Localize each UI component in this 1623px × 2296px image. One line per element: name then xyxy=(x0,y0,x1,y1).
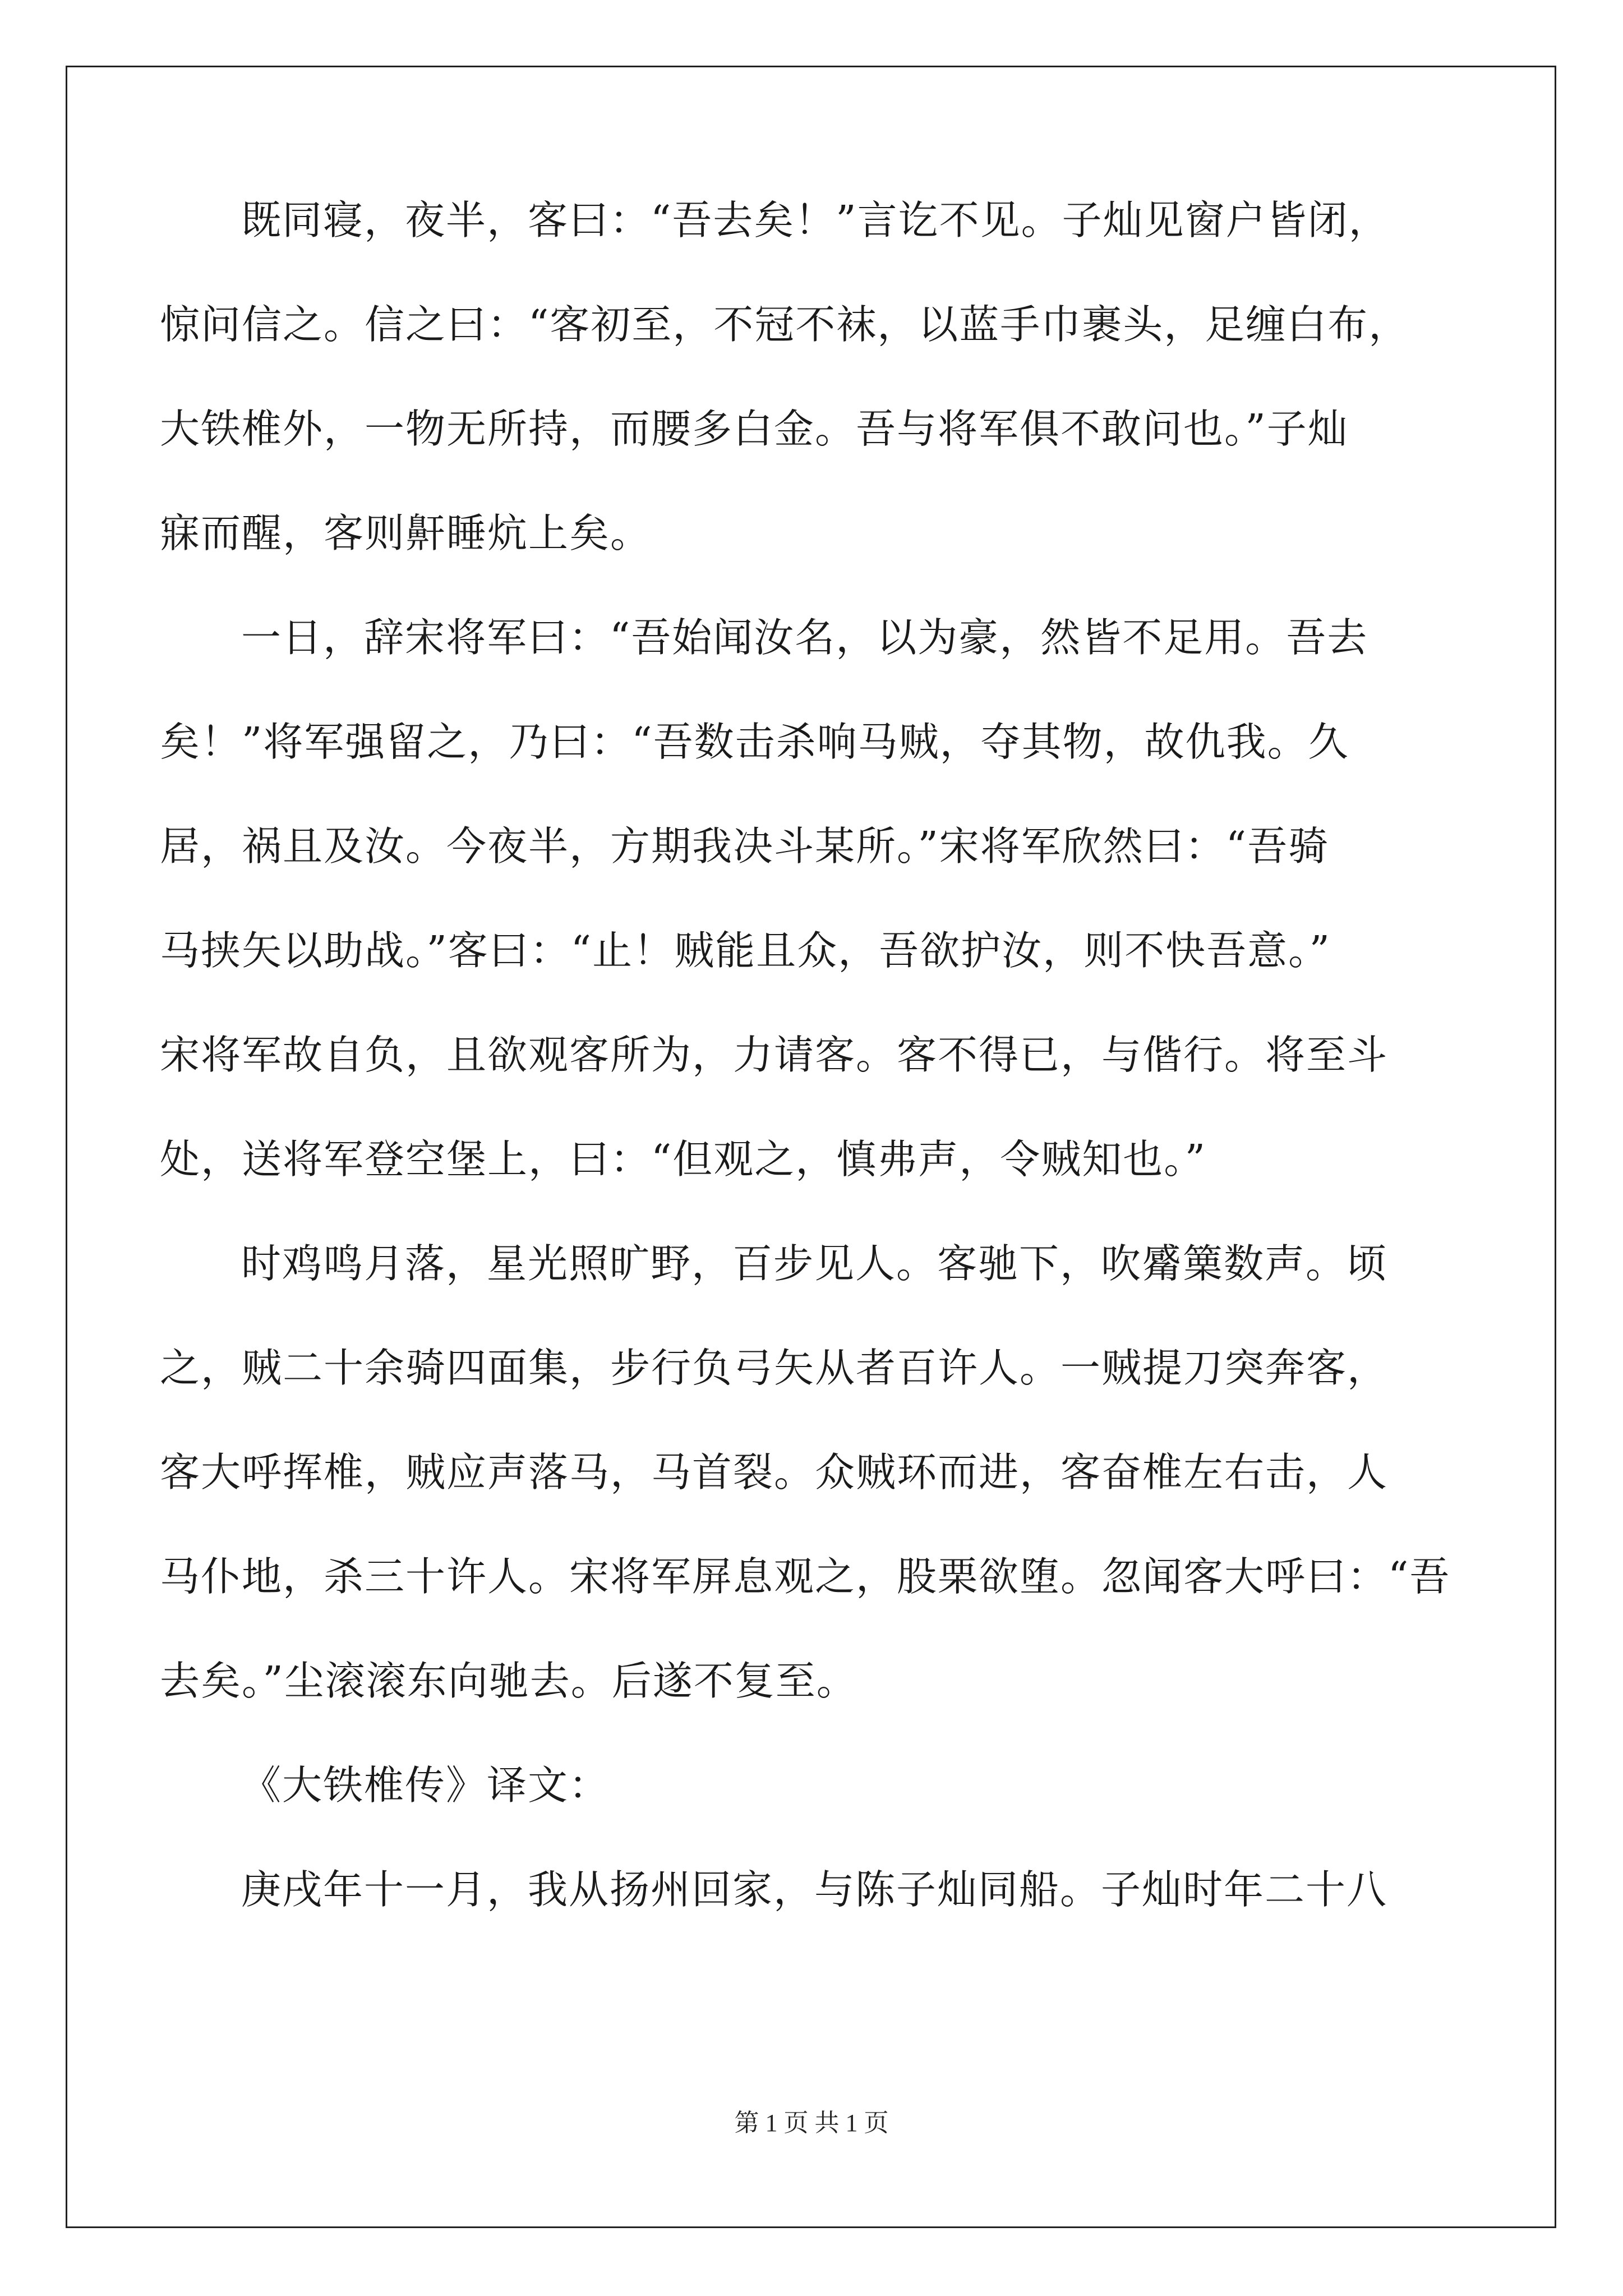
text-line: 马仆地，杀三十许人。宋将军屏息观之，股栗欲堕。忽闻客大呼曰：“吾 xyxy=(160,1553,1451,1600)
section-heading: 《大铁椎传》译文： xyxy=(241,1762,610,1809)
document-body xyxy=(160,168,1451,1942)
text-line: 大铁椎外，一物无所持，而腰多白金。吾与将军俱不敢问也。”子灿 xyxy=(160,406,1349,452)
text-line: 惊问信之。信之曰：“客初至，不冠不袜，以蓝手巾裹头，足缠白布， xyxy=(160,301,1410,348)
text-line: 时鸡鸣月落，星光照旷野，百步见人。客驰下，吹觱篥数声。顷 xyxy=(241,1240,1388,1287)
text-line: 马挟矢以助战。”客曰：“止！贼能且众，吾欲护汝，则不快吾意。” xyxy=(160,927,1331,974)
text-line: 处，送将军登空堡上，曰：“但观之，慎弗声，令贼知也。” xyxy=(160,1136,1207,1182)
text-line: 去矣。”尘滚滚东向驰去。后遂不复至。 xyxy=(160,1658,857,1704)
text-line: 庚戌年十一月，我从扬州回家，与陈子灿同船。子灿时年二十八 xyxy=(241,1866,1388,1913)
text-line: 居，祸且及汝。今夜半，方期我决斗某所。”宋将军欣然曰：“吾骑 xyxy=(160,823,1330,869)
text-line: 之，贼二十余骑四面集，步行负弓矢从者百许人。一贼提刀突奔客， xyxy=(160,1345,1389,1391)
text-line: 一日，辞宋将军曰：“吾始闻汝名，以为豪，然皆不足用。吾去 xyxy=(241,614,1368,661)
text-line: 既同寝，夜半，客曰：“吾去矣！”言讫不见。子灿见窗户皆闭， xyxy=(241,197,1390,243)
text-line: 宋将军故自负，且欲观客所为，力请客。客不得已，与偕行。将至斗 xyxy=(160,1032,1389,1078)
text-line: 矣！”将军强留之，乃曰：“吾数击杀响马贼，夺其物，故仇我。久 xyxy=(160,719,1349,765)
text-line: 寐而醒，客则鼾睡炕上矣。 xyxy=(160,510,652,556)
page-footer: 第 1 页 共 1 页 xyxy=(734,2109,889,2137)
text-line: 客大呼挥椎，贼应声落马，马首裂。众贼环而进，客奋椎左右击，人 xyxy=(160,1449,1389,1496)
